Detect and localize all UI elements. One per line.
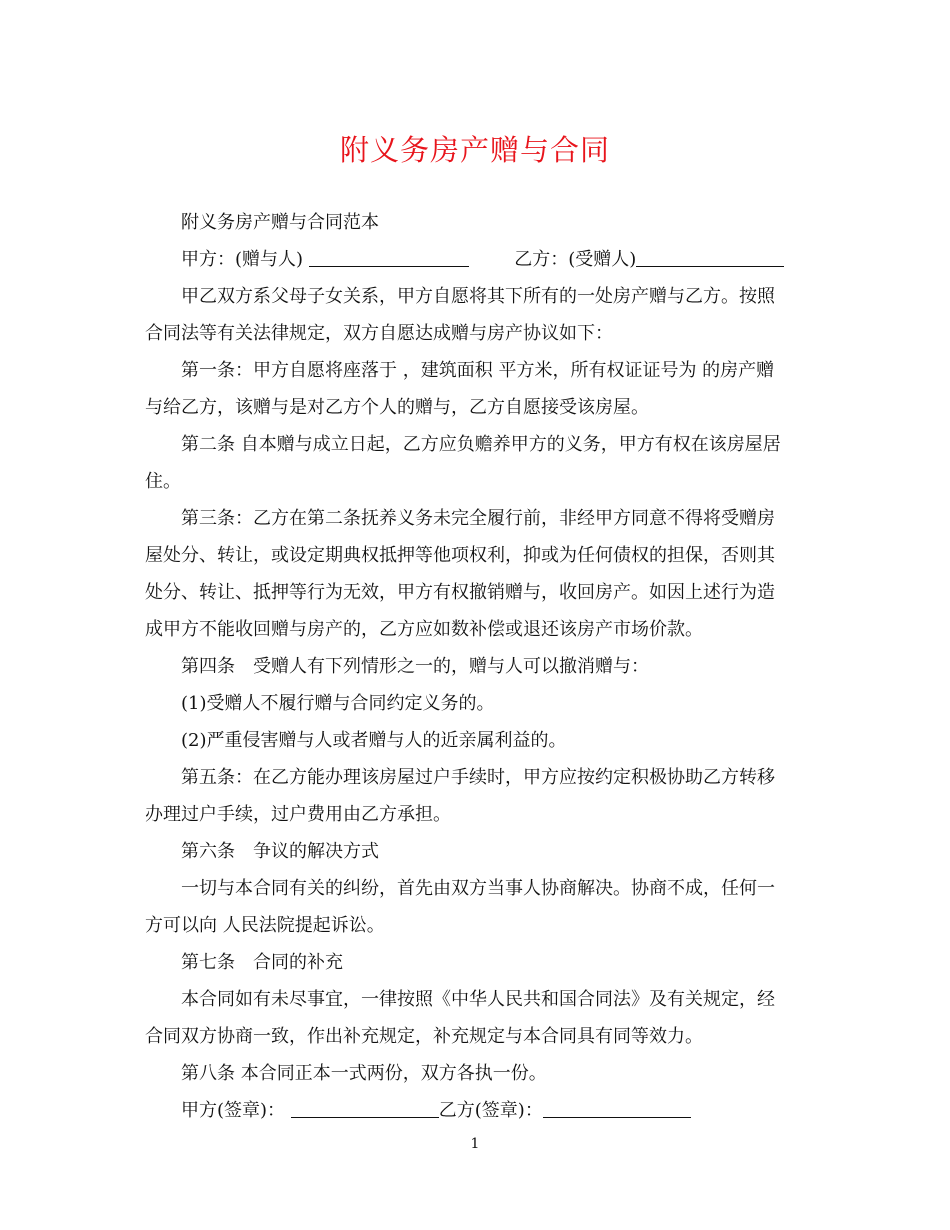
article-2-line-1: 第二条 自本赠与成立日起，乙方应负赡养甲方的义务，甲方有权在该房屋居 [181,434,781,455]
article-6-line-2: 方可以向 人民法院提起诉讼。 [145,915,385,936]
sign-a-label: 甲方(签章)： [181,1100,286,1121]
article-4-item-1: (1)受赠人不履行赠与合同约定义务的。 [181,693,495,714]
sign-b-blank [543,1093,691,1118]
signature-line [145,1092,805,1129]
party-a-label: 甲方：(赠与人) [181,249,304,270]
article-3-line-2: 屋处分、转让，或设定期典权抵押等他项权利，抑或为任何债权的担保，否则其 [145,545,775,566]
article-6-line-1: 一切与本合同有关的纠纷，首先由双方当事人协商解决。协商不成，任何一 [181,878,775,899]
article-3-line-1: 第三条：乙方在第二条抚养义务未完全履行前，非经甲方同意不得将受赠房 [181,508,775,529]
article-4-heading: 第四条 受赠人有下列情形之一的，赠与人可以撤消赠与： [181,656,649,677]
article-8: 第八条 本合同正本一式两份，双方各执一份。 [181,1063,547,1084]
party-b-blank [636,242,784,267]
article-6-heading: 第六条 争议的解决方式 [181,841,379,862]
preamble-line-1: 甲乙双方系父母子女关系，甲方自愿将其下所有的一处房产赠与乙方。按照 [181,286,775,307]
article-3-line-3: 处分、转让、抵押等行为无效，甲方有权撤销赠与，收回房产。如因上述行为造 [145,582,775,603]
document-body [145,204,805,1129]
preamble-line-2: 合同法等有关法律规定，双方自愿达成赠与房产协议如下： [145,323,613,344]
article-7-line-2: 合同双方协商一致，作出补充规定，补充规定与本合同具有同等效力。 [145,1026,703,1047]
article-5-line-1: 第五条：在乙方能办理该房屋过户手续时，甲方应按约定积极协助乙方转移 [181,767,775,788]
article-2-line-2: 住。 [145,471,181,492]
article-7-heading: 第七条 合同的补充 [181,952,343,973]
sign-b-label: 乙方(签章)： [438,1100,543,1121]
parties-line [145,241,805,278]
article-4-item-2: (2)严重侵害赠与人或者赠与人的近亲属利益的。 [181,730,567,751]
article-1-line-1: 第一条：甲方自愿将座落于 ，建筑面积 平方米，所有权证证号为 的房产赠 [181,360,775,381]
article-1-line-2: 与给乙方，该赠与是对乙方个人的赠与，乙方自愿接受该房屋。 [145,397,649,418]
page-number: 1 [470,1136,480,1152]
article-7-line-1: 本合同如有未尽事宜，一律按照《中华人民共和国合同法》及有关规定，经 [181,989,775,1010]
sign-a-blank [291,1093,439,1118]
party-b-label: 乙方：(受赠人) [514,249,637,270]
document-title: 附义务房产赠与合同 [339,133,610,167]
party-a-blank [309,242,469,267]
document-subtitle: 附义务房产赠与合同范本 [181,212,379,233]
article-3-line-4: 成甲方不能收回赠与房产的，乙方应如数补偿或退还该房产市场价款。 [145,619,703,640]
article-5-line-2: 办理过户手续，过户费用由乙方承担。 [145,804,451,825]
